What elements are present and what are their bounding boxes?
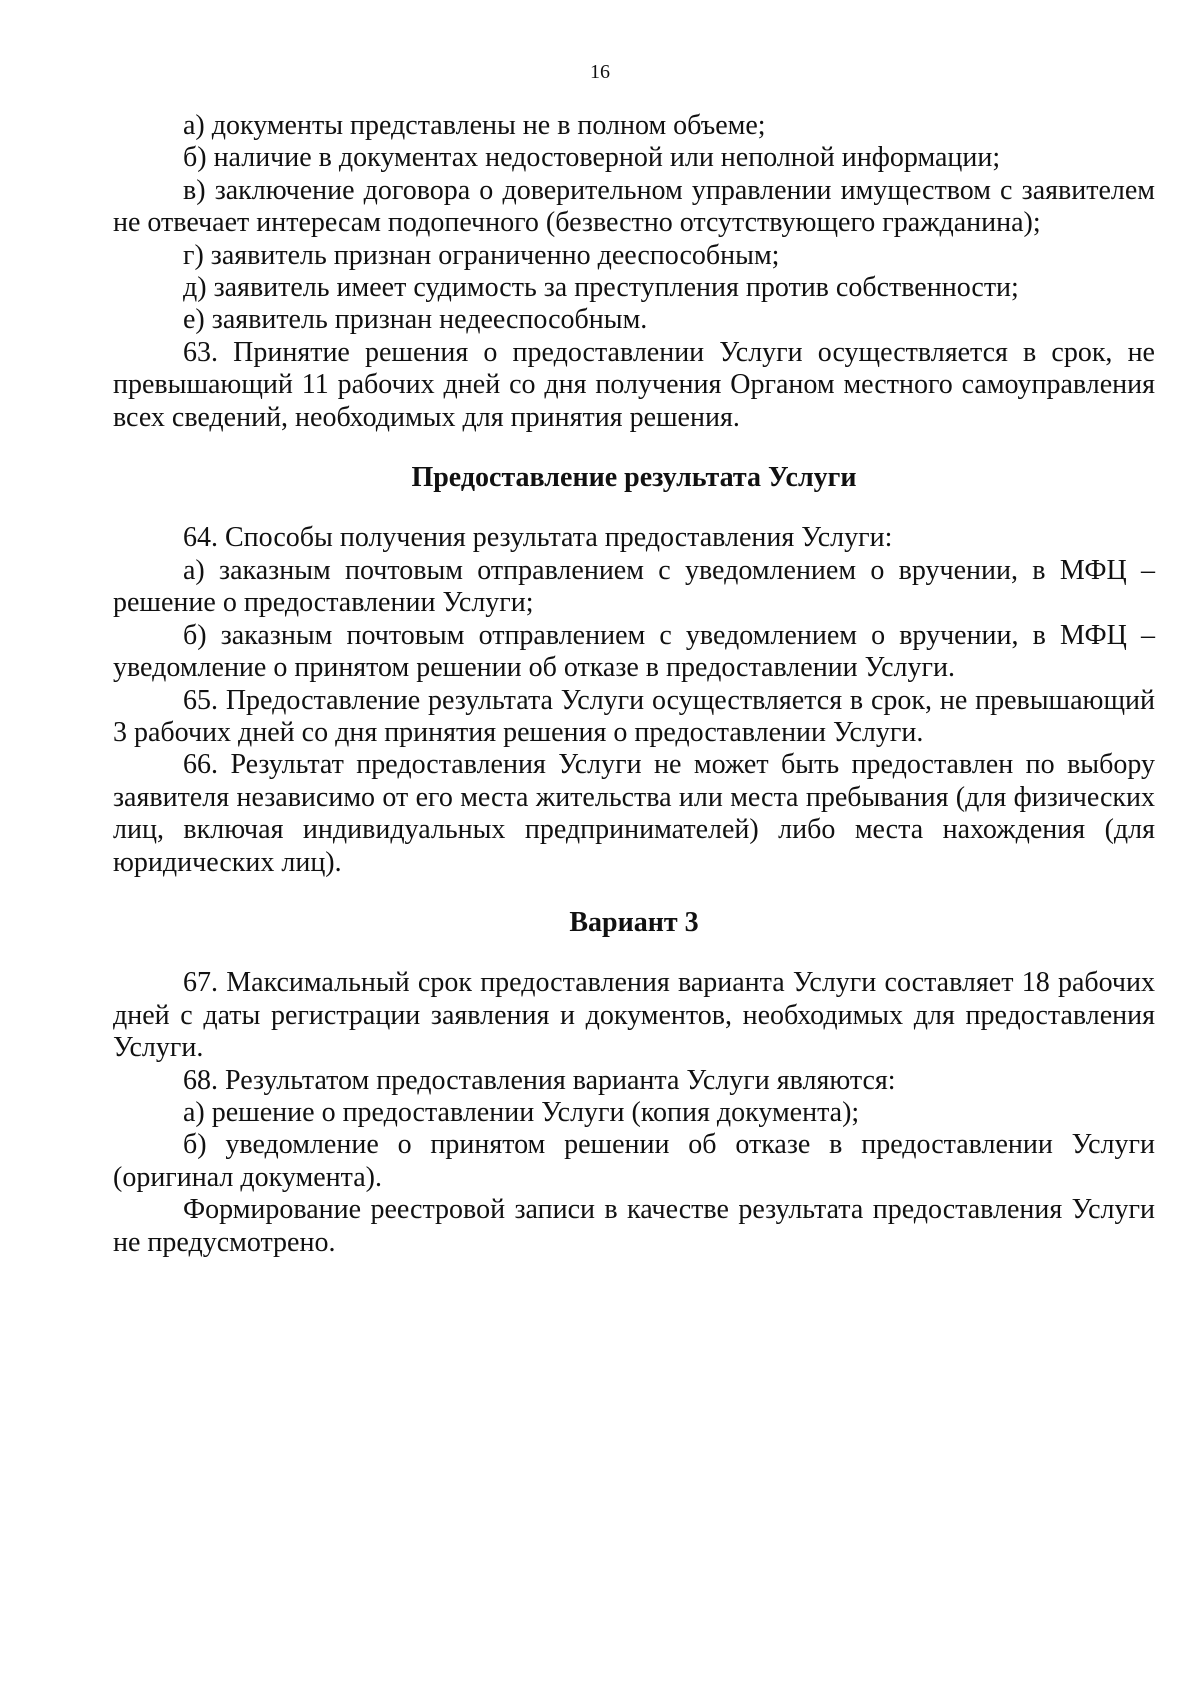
paragraph-67: 67. Максимальный срок предоставления варианта Услуги составляет 18 рабочих дней с даты регистрации заявления и документов, необходимых для предоставления Услуги. [113,967,1155,1064]
paragraph-68-b: б) уведомление о принятом решении об отказе в предоставлении Услуги (оригинал документа). [113,1129,1155,1193]
paragraph-63: 63. Принятие решения о предоставлении Услуги осуществляется в срок, не превышающий 11 рабочих дней со дня получения Органом местного самоуправления всех сведений, необходимых для принятия решения. [113,336,1155,433]
paragraph-65: 65. Предоставление результата Услуги осуществляется в срок, не превышающий 3 рабочих дней со дня принятия решения о предоставлении Услуги. [113,684,1155,748]
paragraph-68: 68. Результатом предоставления варианта Услуги являются: [183,1064,896,1096]
paragraph-v-contract: в) заключение договора о доверительном управлении имуществом с заявителем не отвечает интересам подопечного (безвестно отсутствующего гражданина); [113,174,1155,239]
paragraph-e-incapable: е) заявитель признан недееспособным. [183,304,648,336]
paragraph-b-unreliable: б) наличие в документах недостоверной или неполной информации; [183,142,1001,174]
paragraph-68-a: а) решение о предоставлении Услуги (копия документа); [183,1096,860,1128]
paragraph-a-incomplete: а) документы представлены не в полном объеме; [183,110,766,141]
paragraph-64-b: б) заказным почтовым отправлением с уведомлением о вручении, в МФЦ – уведомление о принятом решении об отказе в предоставлении Услуги. [113,619,1155,684]
section-heading-variant-3: Вариант 3 [569,906,699,938]
paragraph-66: 66. Результат предоставления Услуги не может быть предоставлен по выбору заявителя независимо от его места жительства или места пребывания (для физических лиц, включая индивидуальных предпринимателей) либо места нахождения (для юридических лиц). [113,749,1155,878]
paragraph-g-limited: г) заявитель признан ограниченно дееспособным; [183,239,780,271]
document-body [113,110,1155,1259]
paragraph-registry-record: Формирование реестровой записи в качестве результата предоставления Услуги не предусмотрено. [113,1194,1155,1258]
section-heading-result: Предоставление результата Услуги [411,462,857,494]
paragraph-64: 64. Способы получения результата предоставления Услуги: [183,522,893,554]
paragraph-64-a: а) заказным почтовым отправлением с уведомлением о вручении, в МФЦ – решение о предоставлении Услуги; [113,554,1155,619]
page-number: 16 [590,61,610,83]
paragraph-d-conviction: д) заявитель имеет судимость за преступления против собственности; [183,272,1019,304]
